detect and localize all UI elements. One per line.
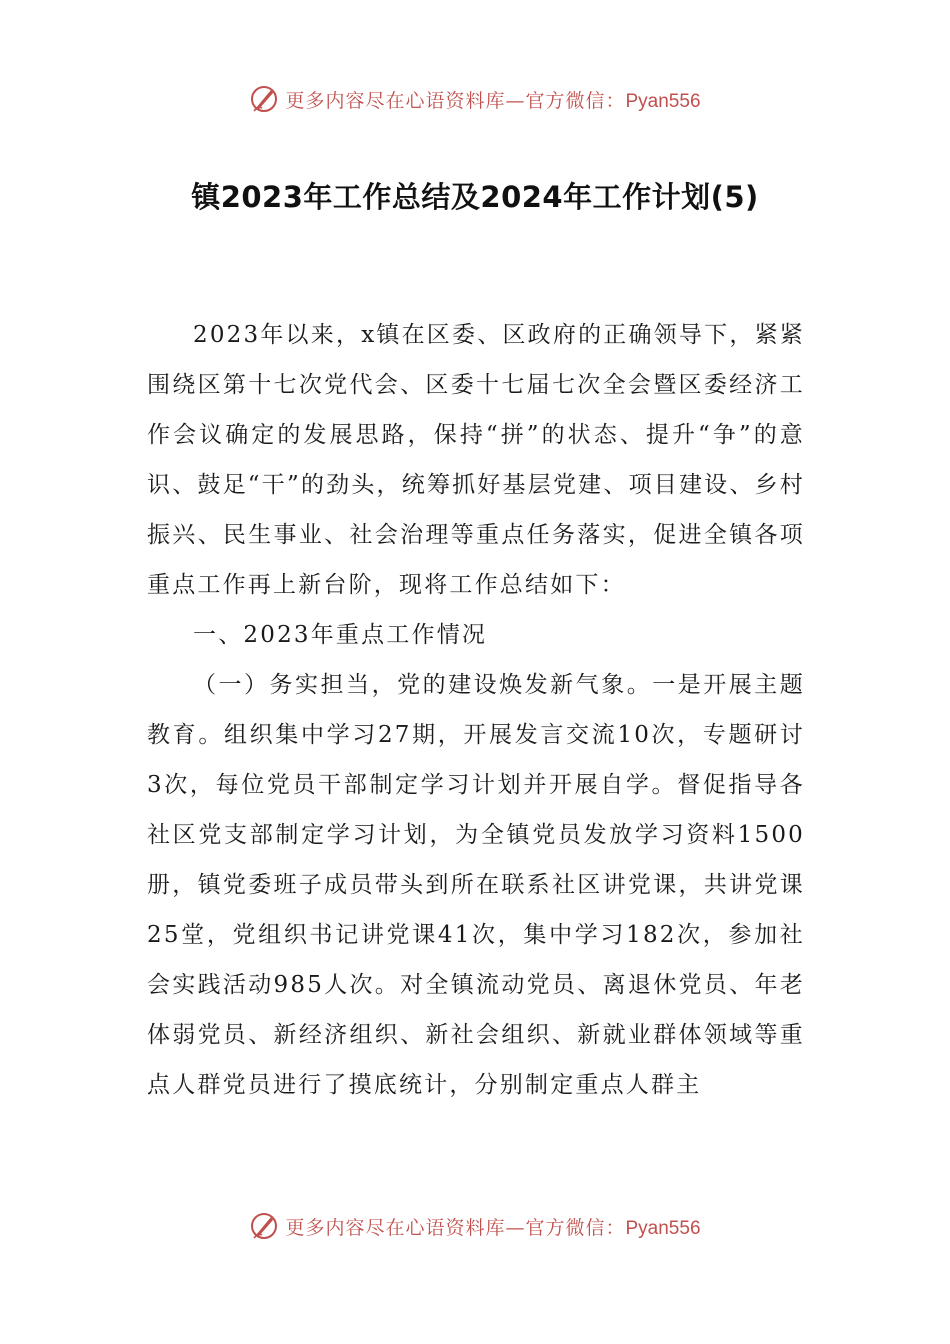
document-title: 镇2023年工作总结及2024年工作计划(5)	[191, 180, 759, 214]
paragraph-intro: 2023年以来，x镇在区委、区政府的正确领导下，紧紧围绕区第十七次党代会、区委十七届七次全会暨区委经济工作会议确定的发展思路，保持“拼”的状态、提升“争”的意识、鼓足“干”的劲头，统筹抓好基层党建、项目建设、乡村振兴、民生事业、社会治理等重点任务落实，促进全镇各项重点工作再上新台阶，现将工作总结如下：	[147, 322, 805, 598]
watermark-text	[285, 1213, 700, 1240]
header-watermark	[0, 84, 950, 114]
watermark-wechat-id: Pyan556	[625, 1217, 701, 1239]
paragraph-party-building: （一）务实担当，党的建设焕发新气象。一是开展主题教育。组织集中学习27期，开展发言交流10次，专题研讨3次，每位党员干部制定学习计划并开展自学。督促指导各社区党支部制定学习计划，为全镇党员发放学习资料1500册，镇党委班子成员带头到所在联系社区讲党课，共讲党课25堂，党组织书记讲党课41次，集中学习182次，参加社会实践活动985人次。对全镇流动党员、离退休党员、年老体弱党员、新经济组织、新社会组织、新就业群体领域等重点人群党员进行了摸底统计，分别制定重点人群主	[147, 672, 805, 1098]
document-body	[147, 310, 805, 1110]
watermark-site-text: 更多内容尽在心语资料库—官方微信：	[285, 1216, 626, 1239]
section-heading: 一、2023年重点工作情况	[193, 622, 488, 648]
watermark-text	[285, 86, 700, 113]
footer-watermark	[0, 1211, 950, 1241]
watermark-wechat-id: Pyan556	[625, 90, 701, 112]
watermark-site-text: 更多内容尽在心语资料库—官方微信：	[285, 89, 626, 112]
quill-logo-icon	[249, 84, 279, 114]
quill-logo-icon	[249, 1211, 279, 1241]
